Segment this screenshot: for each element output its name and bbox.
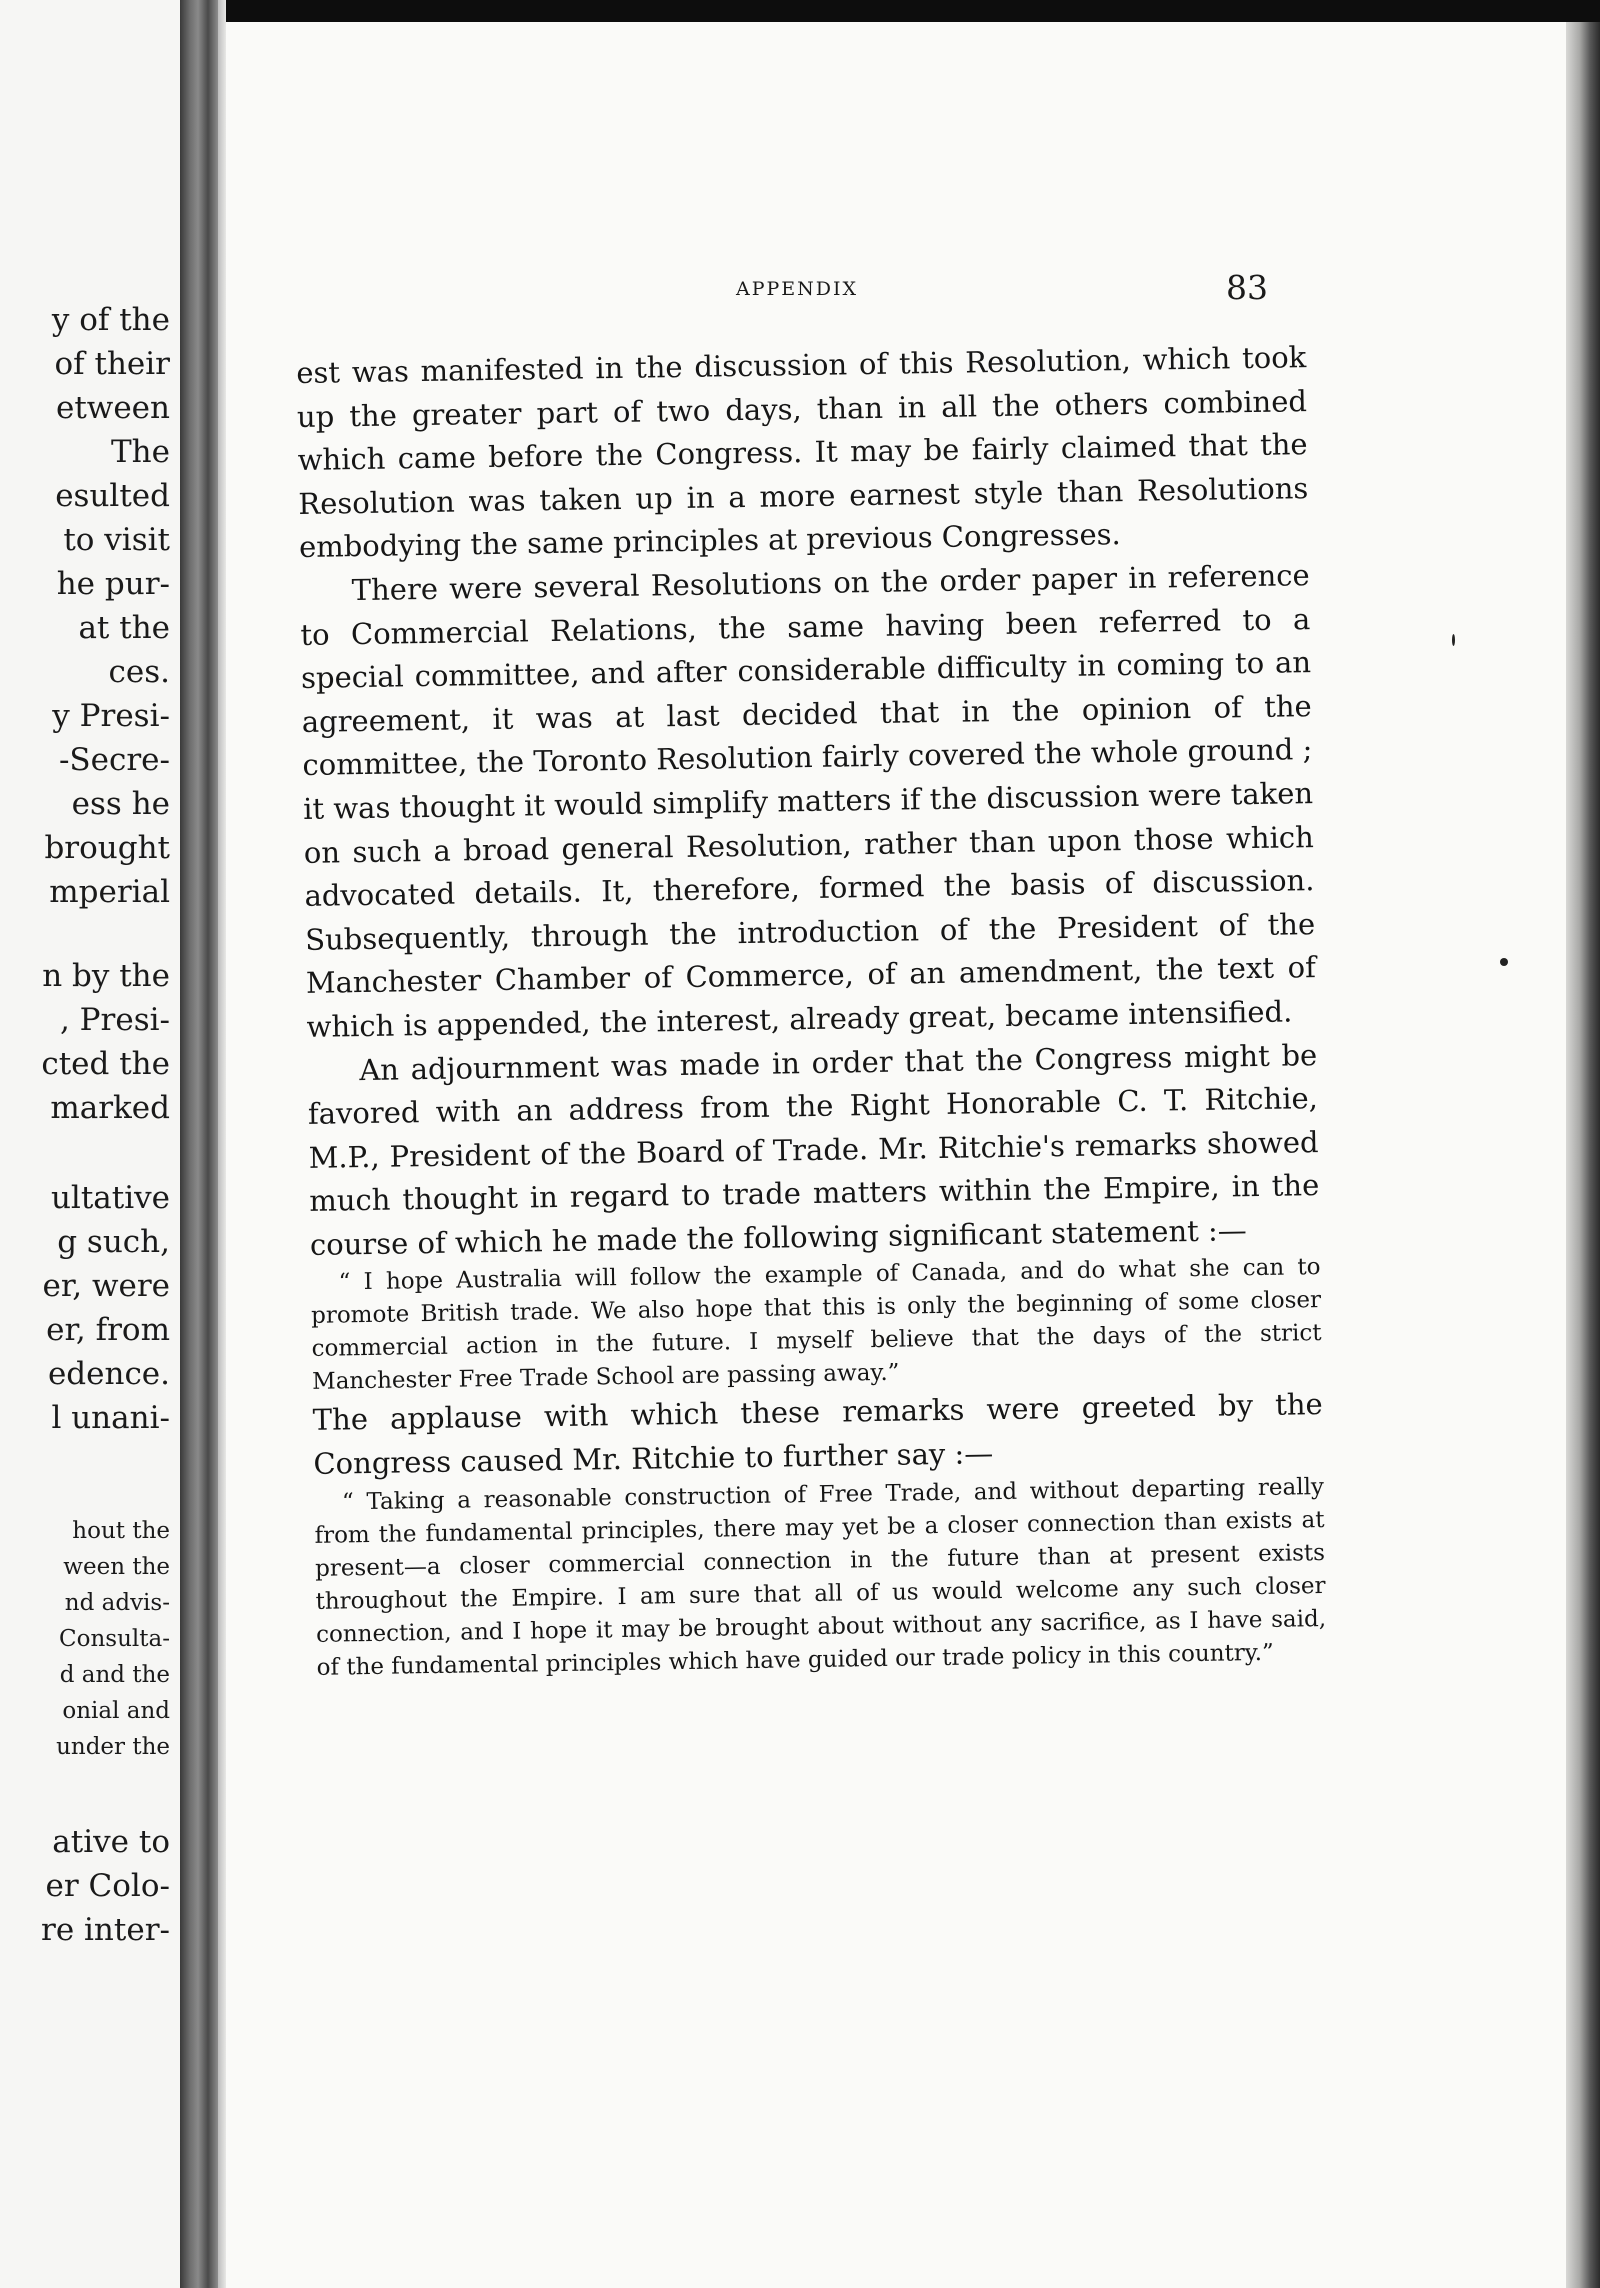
left-page-line: onial and — [62, 1698, 170, 1724]
left-page-line: he pur- — [56, 566, 170, 602]
left-page-line: d and the — [59, 1662, 170, 1688]
left-page-line: y of the — [51, 302, 170, 338]
paragraph-continued: est was manifested in the discussion of this Resolution, which took up the greater part of two days, than in all the others combined which came before the Congress. It may be fairly claimed that the Resolution was taken up in a more earnest style than Resolutions embodying the same principles at previous Congresses. — [296, 340, 1309, 565]
gutter-shadow — [218, 0, 226, 2288]
left-page-line: hout the — [72, 1518, 170, 1544]
book-gutter — [180, 0, 220, 2288]
left-page-line: ces. — [108, 654, 170, 690]
left-page-line: to visit — [63, 522, 170, 558]
left-page-line: g such, — [57, 1224, 170, 1260]
left-page-line: at the — [78, 610, 170, 646]
left-page-line: re inter- — [41, 1912, 170, 1948]
left-page-line: edence. — [47, 1356, 170, 1392]
left-page-line: ween the — [63, 1554, 170, 1580]
left-page-line: mperial — [49, 874, 170, 910]
scan-speck — [1500, 958, 1508, 966]
left-page-line: marked — [50, 1090, 170, 1126]
left-page-line: y Presi- — [52, 698, 170, 734]
paragraph-adjournment: An adjournment was made in order that the Congress might be favored with an address from the Right Honorable C. T. Ritchie, M.P., President of the Board of Trade. Mr. Ritchie's remarks showed much thought in regard to trade matters within the Empire, in the course of which he made the following significant statement :— — [307, 1037, 1320, 1262]
left-page-line: esulted — [55, 478, 170, 514]
left-page-line: etween — [56, 390, 170, 426]
left-page-line: Consulta- — [59, 1626, 170, 1652]
running-head: APPENDIX — [736, 278, 859, 300]
left-page-line: ess he — [71, 786, 170, 822]
paragraph-commercial-relations: There were several Resolutions on the order paper in reference to Commercial Relations, the same having been referred to a special committee, and after considerable difficulty in coming to an agreement, it was at last decided that in the opinion of the committee, the Toronto Resolution fairly covered the whole ground ; it was thought it would simplify matters if the discussion were taken on such a broad general Resolution, rather than upon those which advocated details. It, therefore, formed the basis of discussion. Subsequently, through the introduction of the President of the Manchester Chamber of Commerce, of an amendment, the text of which is appended, the interest, already great, became intensified. — [300, 558, 1317, 1044]
page-body — [296, 336, 1327, 1684]
right-page — [226, 22, 1566, 2288]
left-facing-page — [0, 0, 180, 2288]
left-page-line: under the — [56, 1734, 170, 1760]
left-page-line: er, from — [46, 1312, 170, 1348]
scan-speck — [1452, 634, 1455, 646]
left-page-line: , Presi- — [59, 1002, 170, 1038]
left-page-line: -Secre- — [58, 742, 170, 778]
left-page-line: er, were — [42, 1268, 170, 1304]
left-page-line: l unani- — [51, 1400, 170, 1436]
left-page-line: cted the — [41, 1046, 170, 1082]
paragraph-applause: The applause with which these remarks were greeted by the Congress caused Mr. Ritchie to further say :— — [312, 1387, 1323, 1481]
left-page-line: brought — [44, 830, 170, 866]
left-page-line: er Colo- — [45, 1868, 170, 1904]
left-page-line: nd advis- — [64, 1590, 170, 1616]
block-quote-australia: “ I hope Australia will follow the example of Canada, and do what she can to promote British trade. We also hope that this is only the beginning of some closer commercial action in the future. I myself believe that the days of the strict Manchester Free Trade School are passing away.” — [310, 1254, 1322, 1396]
left-page-line: ative to — [52, 1824, 170, 1860]
left-page-line: ultative — [50, 1180, 170, 1216]
left-page-line: n by the — [42, 958, 170, 994]
block-quote-free-trade: “ Taking a reasonable construction of Free Trade, and without departing really from the fundamental principles, there may yet be a closer connection than exists at present—a closer commercial connection in the future than at present exists throughout the Empire. I am sure that all of us would welcome any such closer connection, and I hope it may be brought about without any sacrifice, as I have said, of the fundamental principles which have guided our trade policy in this country.” — [314, 1473, 1327, 1681]
page-number: 83 — [1226, 268, 1268, 307]
page-edge — [1566, 22, 1600, 2288]
left-page-line: of their — [54, 346, 170, 382]
left-page-line: The — [111, 434, 170, 470]
